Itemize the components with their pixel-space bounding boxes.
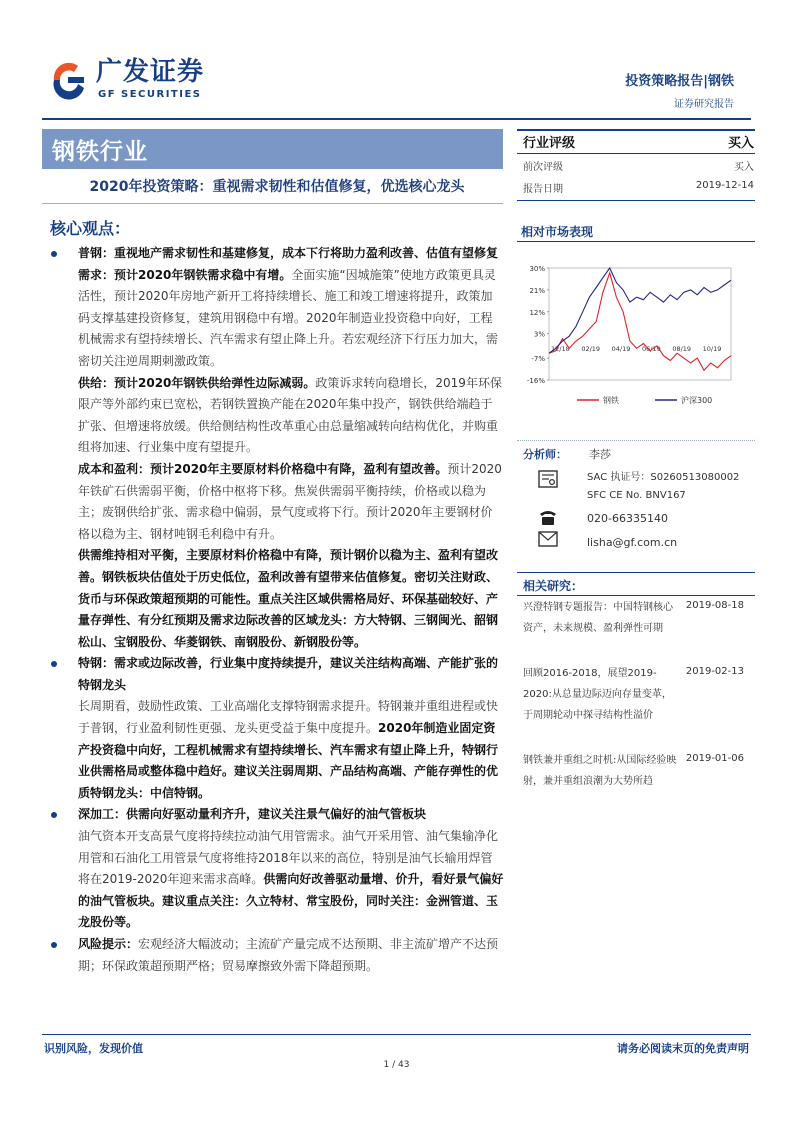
report-subtitle: 2020年投资策略：重视需求韧性和估值修复，优选核心龙头: [89, 179, 465, 195]
certificate-icon: [537, 470, 559, 488]
performance-title: 相对市场表现: [521, 225, 594, 239]
related-divider: [517, 595, 755, 596]
paragraph: [42, 826, 504, 934]
x-tick-label: 04/19: [611, 345, 631, 354]
paragraph-text: 宏观经济大幅波动；主流矿产量完成不达预期、非主流矿增产不达预期；环保政策超预期严格；贸易摩擦致外需下降超预期。: [78, 937, 499, 973]
x-tick-label: 10/19: [702, 345, 722, 354]
paragraph-text: 政策诉求转向稳增长，2019年环保限产等外部约束已宽松，若钢铁置换产能在2020年集中投产，钢铁供给端趋于扩张、但增速将放缓。供给侧结构性改革重心由总量缩减转向结构优化，并购重组将加速、行业集中度有望提升。: [78, 375, 502, 455]
analyst-divider: [517, 440, 755, 441]
report-type: 投资策略报告|钢铁: [625, 74, 734, 89]
plot-frame: [549, 268, 731, 380]
section-heading: 深加工：供需向好驱动量利齐升，建议关注景气偏好的油气管板块: [78, 807, 427, 822]
paragraph: [42, 373, 504, 459]
rating-value: 买入: [727, 136, 754, 151]
footer-slogan: 识别风险，发现价值: [44, 1042, 143, 1055]
prev-rating-label: 前次评级: [523, 162, 563, 173]
bold-lead: 供给：预计2020年钢铁供给弹性边际减弱。: [78, 375, 316, 390]
paragraph-text: 全面实施“因城施策”使地方政策更具灵活性，预计2020年房地产新开工将持续增长、施工和竣工增速将提升，政策加码支撑基建投资修复，建筑用钢稳中有增。2020年制造业投资稳中向好，工程机械需求有望持续增长、汽车需求有望止降上升。若宏观经济下行压力加大，需密切关注逆周期刺激政策。: [78, 267, 499, 368]
section-heading: 特钢：需求或边际改善，行业集中度持续提升，建议关注结构高端、产能扩张的特钢龙头: [78, 656, 499, 692]
phone-icon: [537, 508, 559, 526]
y-tick-label: -16%: [526, 377, 545, 385]
paragraph-text: 油气资本开支高景气度将持续拉动油气用管需求。油气开采用管、油气集输净化用管和石油化工用管景气度将维持2018年以来的高位，特别是油气长输用焊管将在2019-2020年迎来需求高峰。: [78, 829, 499, 887]
y-tick-label: 3%: [533, 330, 545, 339]
rating-label: 行业评级: [523, 136, 576, 151]
x-tick-label: 08/19: [672, 345, 692, 354]
y-tick-label: 12%: [529, 308, 545, 317]
bullet-paragraph: [42, 934, 504, 977]
risk-heading: 风险提示：: [78, 937, 139, 951]
subtitle-divider: [42, 203, 503, 204]
mail-icon: [537, 530, 559, 548]
x-tick-label: 02/19: [581, 345, 601, 354]
bold-text: 供需向好改善驱动量增、价升，看好景气偏好的油气管板块。建议重点关注：久立特材、常宝股份，同时关注：金洲管道、玉龙股份等。: [78, 872, 504, 930]
related-item[interactable]: 回顾2016-2018，展望2019-2020:从总量边际迈向存量变革，于周期轮动中探寻结构性溢价: [523, 668, 672, 721]
analyst-name: 李莎: [589, 448, 611, 461]
analyst-sfc: SFC CE No. BNV167: [587, 490, 686, 501]
x-tick-label: 12/18: [551, 345, 570, 354]
company-name-cn: 广发证券: [96, 57, 205, 87]
y-tick-label: 21%: [529, 286, 545, 295]
x-tick-label: 06/19: [642, 345, 661, 354]
bold-text: 2020年制造业固定资产投资稳中向好，工程机械需求有望持续增长、汽车需求有望止降上升，特钢行业供需格局或整体稳中趋好。建议关注弱周期、产品结构高端、产能存弹性的优质特钢龙头：中信特钢。: [78, 721, 499, 800]
paragraph: [42, 696, 504, 804]
report-date-label: 报告日期: [523, 184, 563, 195]
relative-performance-chart: [517, 252, 755, 412]
footer-divider: [42, 1034, 751, 1035]
section-heading: 普钢：重视地产需求韧性和基建修复，成本下行将助力盈利改善、估值有望修复: [78, 246, 499, 260]
related-item[interactable]: 钢铁兼并重组之时机:从国际经验映射，兼并重组浪潮为大势所趋: [523, 755, 677, 787]
performance-divider: [517, 241, 755, 242]
report-date-value: 2019-12-14: [695, 180, 754, 191]
related-top-divider: [517, 572, 755, 573]
related-title: 相关研究：: [523, 579, 584, 593]
paragraph: [42, 459, 504, 545]
prev-rating-value: 买入: [734, 162, 754, 173]
bold-lead: 需求：预计2020年钢铁需求稳中有增。: [78, 267, 292, 282]
bullet-paragraph: [42, 243, 504, 265]
core-views-heading: 核心观点：: [50, 219, 131, 238]
related-item[interactable]: 兴澄特钢专题报告：中国特钢核心资产，未来规模、盈利弹性可期: [523, 602, 673, 634]
related-date: 2019-01-06: [685, 753, 744, 764]
legend-label: 钢铁: [603, 396, 619, 405]
analyst-phone: 020-66335140: [587, 512, 668, 525]
y-tick-label: 30%: [529, 265, 545, 273]
core-views-body: [42, 243, 504, 977]
bullet-paragraph: [42, 653, 504, 696]
analyst-sac: SAC 执证号：S0260513080002: [587, 472, 740, 483]
paragraph-text: 长周期看，鼓励性政策、工业高端化支撑特钢需求提升。特钢兼并重组进程或快于普钢，行业盈利韧性更强、龙头更受益于集中度提升。: [78, 699, 499, 736]
related-date: 2019-02-13: [685, 666, 744, 677]
legend-label: 沪深300: [681, 396, 713, 405]
rating-divider: [517, 200, 755, 201]
analyst-email: lisha@gf.com.cn: [587, 536, 678, 549]
gf-logo-icon: [48, 58, 90, 100]
company-name-en: GF SECURITIES: [98, 89, 202, 100]
report-sub: 证券研究报告: [674, 99, 734, 110]
bold-lead: 成本和盈利：预计2020年主要原材料价格稳中有降，盈利有望改善。: [78, 461, 448, 476]
report-title: 钢铁行业: [52, 139, 148, 165]
analyst-label: 分析师：: [523, 448, 567, 461]
header-divider: [42, 118, 751, 120]
footer-disclaimer: 请务必阅读末页的免责声明: [617, 1042, 749, 1055]
paragraph: [42, 265, 504, 373]
related-date: 2019-08-18: [685, 600, 744, 611]
bullet-paragraph: [42, 804, 504, 826]
paragraph-text: 预计2020年铁矿石供需弱平衡，价格中枢将下移。焦炭供需弱平衡持续，价格或以稳为主；废钢供给扩张、需求稳中偏弱，景气度或将下行。预计2020年主要钢材价格以稳为主、钢材吨钢毛利稳中有升。: [78, 461, 502, 541]
y-tick-label: -7%: [531, 355, 545, 364]
bold-paragraph: 供需维持相对平衡，主要原材料价格稳中有降，预计钢价以稳为主、盈利有望改善。钢铁板块估值处于历史低位，盈利改善有望带来估值修复。密切关注财政、货币与环保政策超预期的可能性。重点关注区域供需格局好、环保基础较好、产量存弹性、有分红预期及需求边际改善的区域龙头：方大特钢、三钢闽光、韶钢松山、宝钢股份、华菱钢铁、南钢股份、新钢股份等。: [78, 548, 499, 649]
page-number: 1 / 43: [383, 1060, 410, 1070]
paragraph: [42, 545, 504, 653]
